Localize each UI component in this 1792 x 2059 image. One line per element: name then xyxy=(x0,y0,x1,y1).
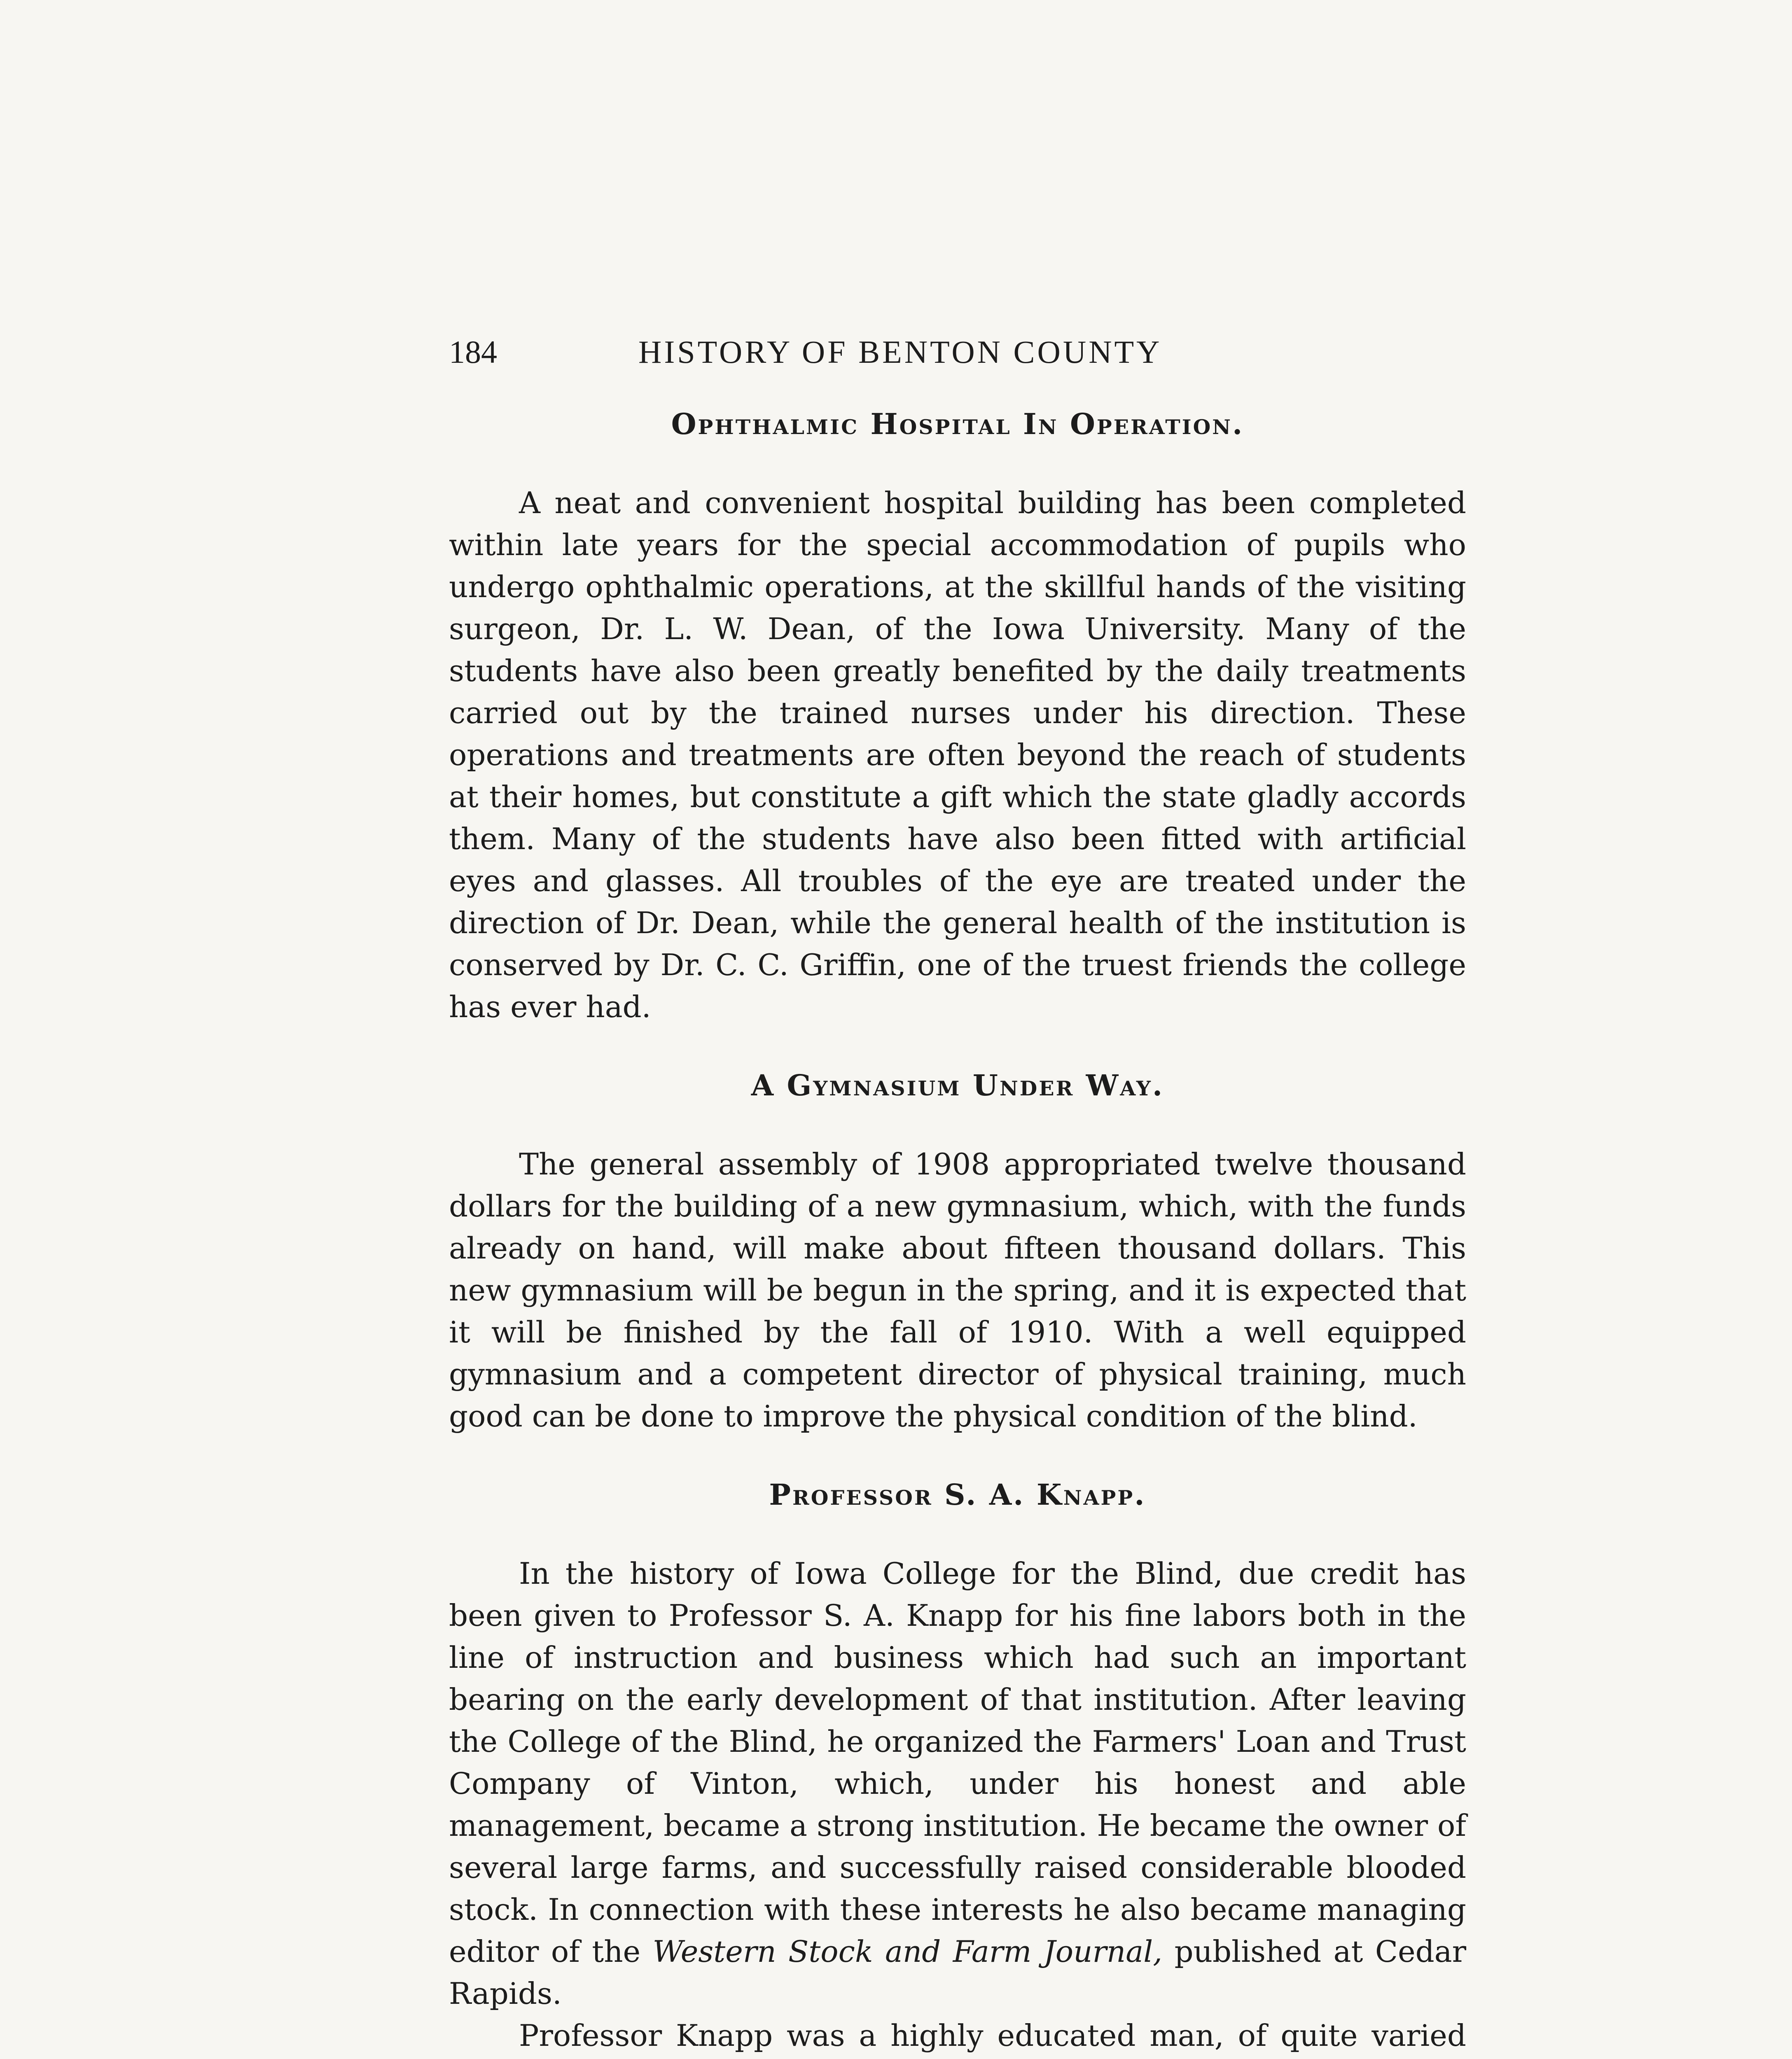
paragraph-knapp-background: Professor Knapp was a highly educated man, of quite varied xyxy=(519,2018,1466,2053)
text-column xyxy=(449,329,1466,2059)
journal-title: Western Stock and Farm Journal, xyxy=(652,1934,1163,1969)
section-heading-ophthalmic-hospital: Ophthalmic Hospital In Operation. xyxy=(671,407,1244,441)
paragraph-ophthalmic-hospital: A neat and convenient hospital building has been completed within late years for the special accommodation of pupils who undergo ophthalmic operations, at the skillful hands of the visiting surgeon, Dr. L. W. Dean, of the Iowa University. Many of the students have also been greatly benefited by the daily treatments carried out by the trained nurses under his direction. These operations and treatments are often beyond the reach of students at their homes, but constitute a gift which the state gladly accords them. Many of the students have also been fitted with artificial eyes and glasses. All troubles of the eye are treated under the direction of Dr. Dean, while the general health of the institution is conserved by Dr. C. C. Griffin, one of the truest friends the college has ever had. xyxy=(449,486,1466,1024)
paragraph-knapp-career-text: In the history of Iowa College for the Blind, due credit has been given to Professor S. A. Knapp for his fine labors both in the line of instruction and business which had such an important bearing on the early development of that institution. After leaving the College of the Blind, he organized the Farmers' Loan and Trust Company of Vinton, which, under his honest and able management, became a strong institution. He became the owner of several large farms, and successfully raised considerable blooded stock. In connection with these interests he also became managing editor of the xyxy=(449,1556,1466,1969)
page-number: 184 xyxy=(449,334,497,370)
paragraph-gymnasium: The general assembly of 1908 appropriated twelve thousand dollars for the building of a new gymnasium, which, with the funds already on hand, will make about fifteen thousand dollars. This new gymnasium will be begun in the spring, and it is expected that it will be finished by the fall of 1910. With a well equipped gymnasium and a competent director of physical training, much good can be done to improve the physical condition of the blind. xyxy=(449,1147,1466,1433)
section-heading-gymnasium: A Gymnasium Under Way. xyxy=(751,1068,1164,1102)
paragraph-knapp-career xyxy=(449,1552,1466,2015)
page-header xyxy=(449,329,1466,375)
section-heading-professor-knapp: Professor S. A. Knapp. xyxy=(769,1478,1146,1512)
running-title: HISTORY OF BENTON COUNTY xyxy=(638,334,1162,370)
paragraph-knapp-career-end: published at Cedar Rapids. xyxy=(449,1934,1467,2011)
